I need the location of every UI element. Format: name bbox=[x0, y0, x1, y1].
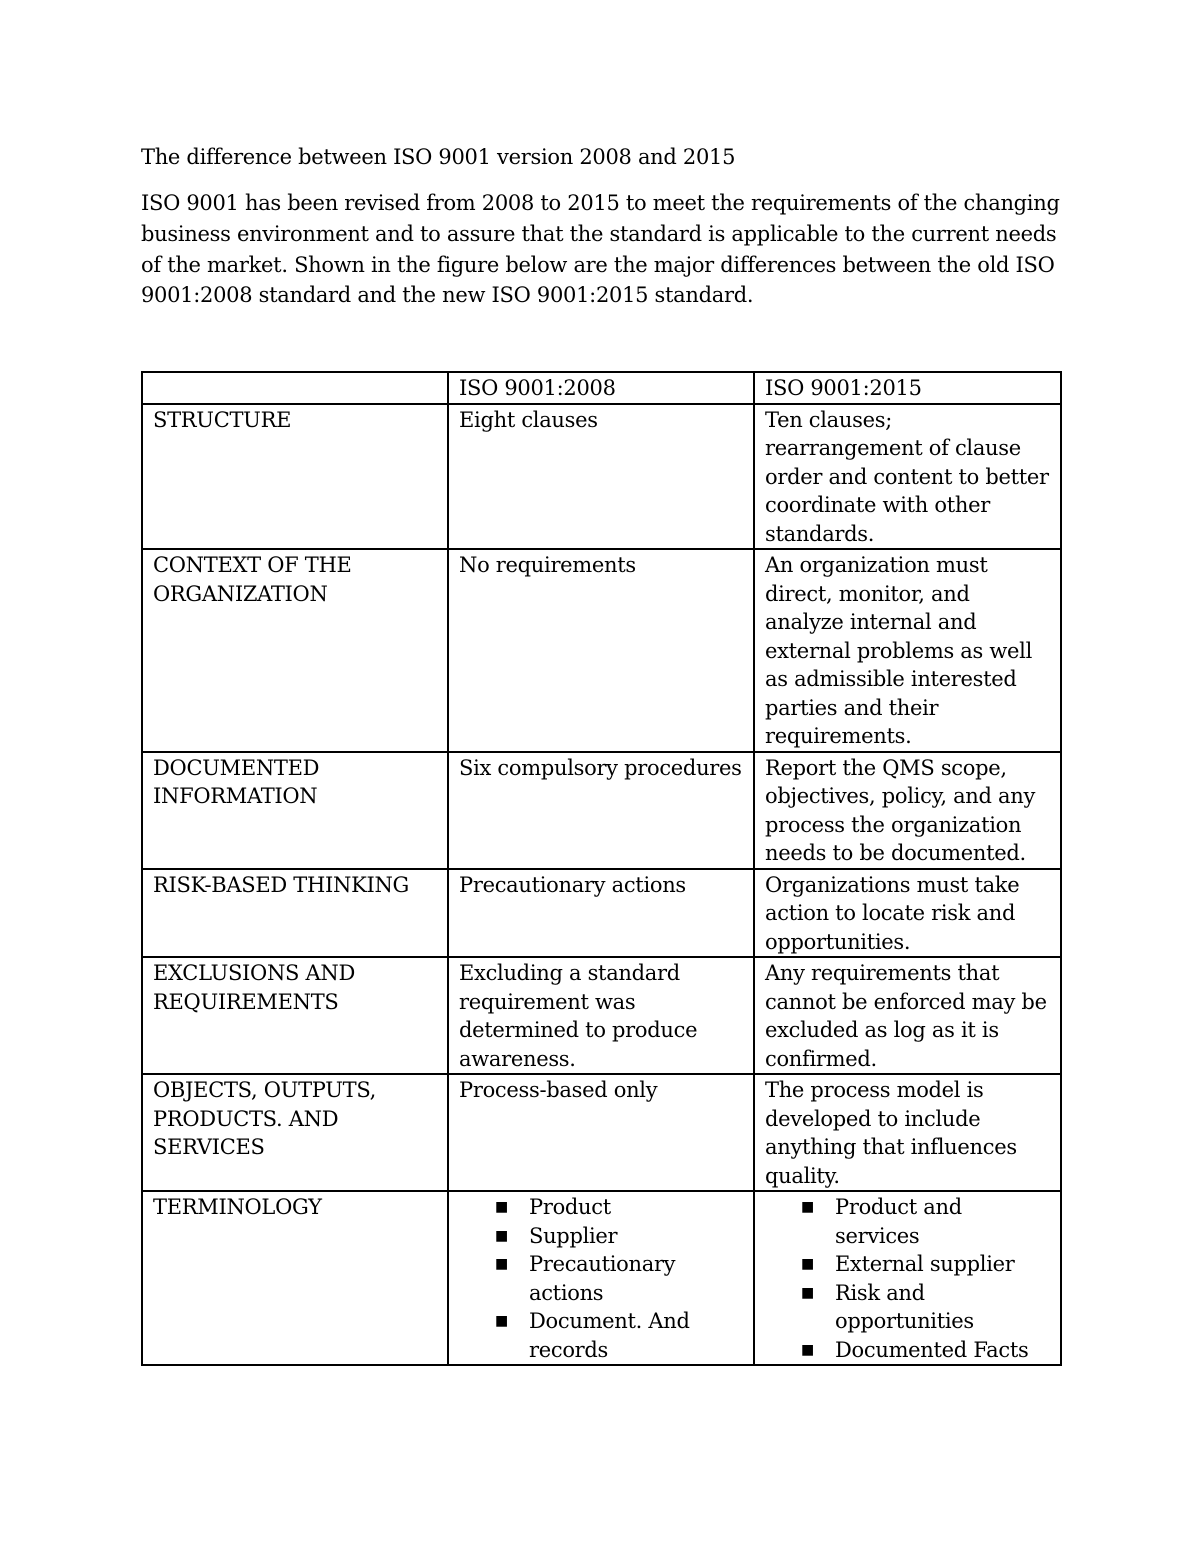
aspect-cell: STRUCTURE bbox=[142, 404, 448, 550]
aspect-cell: OBJECTS, OUTPUTS, PRODUCTS. AND SERVICES bbox=[142, 1074, 448, 1191]
aspect-cell: TERMINOLOGY bbox=[142, 1191, 448, 1365]
cell-2015: Organizations must take action to locate risk and opportunities. bbox=[754, 869, 1061, 958]
table-header-row bbox=[142, 372, 1061, 404]
cell-2008: Process-based only bbox=[448, 1074, 754, 1191]
square-bullet-icon: ■ bbox=[801, 1341, 814, 1358]
square-bullet-icon: ■ bbox=[495, 1199, 508, 1215]
cell-2015-terminology bbox=[754, 1191, 1061, 1365]
list-item: ■ Precautionary actions bbox=[495, 1252, 676, 1305]
header-cell-2008: ISO 9001:2008 bbox=[448, 372, 754, 404]
square-bullet-icon: ■ bbox=[495, 1227, 508, 1244]
cell-2008: Six compulsory procedures bbox=[448, 752, 754, 869]
square-bullet-icon: ■ bbox=[801, 1256, 814, 1272]
square-bullet-icon: ■ bbox=[495, 1256, 508, 1272]
aspect-cell: RISK-BASED THINKING bbox=[142, 869, 448, 958]
square-bullet-icon: ■ bbox=[495, 1313, 508, 1329]
aspect-cell: CONTEXT OF THE ORGANIZATION bbox=[142, 549, 448, 752]
aspect-cell: EXCLUSIONS AND REQUIREMENTS bbox=[142, 957, 448, 1074]
intro-paragraph: ISO 9001 has been revised from 2008 to 2015 to meet the requirements of the changing business environment and to assure that the standard is applicable to the current needs of the market. Shown in the figure below are the major differences between the old ISO 9001:2008 standard and the new ISO 9001:2015 standard. bbox=[141, 191, 1060, 308]
cell-2015: The process model is developed to include anything that influences quality. bbox=[754, 1074, 1061, 1191]
comparison-table bbox=[141, 371, 1062, 1366]
table-row bbox=[142, 549, 1061, 752]
terminology-list-2015 bbox=[765, 1193, 1052, 1364]
table-row-terminology bbox=[142, 1191, 1061, 1365]
header-cell-2015: ISO 9001:2015 bbox=[754, 372, 1061, 404]
header-cell-aspect bbox=[142, 372, 448, 404]
list-item: ■ Supplier bbox=[459, 1222, 745, 1251]
cell-2015: Ten clauses; rearrangement of clause order and content to better coordinate with other standards. bbox=[754, 404, 1061, 550]
cell-2008: Precautionary actions bbox=[448, 869, 754, 958]
table-row bbox=[142, 404, 1061, 550]
list-item: ■ Product and services bbox=[801, 1195, 962, 1248]
document-title: The difference between ISO 9001 version 2008 and 2015 bbox=[141, 145, 736, 169]
square-bullet-icon: ■ bbox=[801, 1199, 814, 1215]
terminology-list-2008 bbox=[459, 1193, 745, 1364]
list-item: ■ Risk and opportunities bbox=[801, 1280, 974, 1333]
square-bullet-icon: ■ bbox=[801, 1284, 814, 1301]
cell-2015: Any requirements that cannot be enforced may be excluded as log as it is confirmed. bbox=[754, 957, 1061, 1074]
cell-2008: Excluding a standard requirement was determined to produce awareness. bbox=[448, 957, 754, 1074]
cell-2015: An organization must direct, monitor, and analyze internal and external problems as well as admissible interested parties and their requirements. bbox=[754, 549, 1061, 752]
table-row bbox=[142, 957, 1061, 1074]
cell-2008: No requirements bbox=[448, 549, 754, 752]
list-item: ■ External supplier bbox=[765, 1250, 1052, 1279]
cell-2008-terminology bbox=[448, 1191, 754, 1365]
table-row bbox=[142, 1074, 1061, 1191]
cell-2015: Report the QMS scope, objectives, policy, and any process the organization needs to be documented. bbox=[754, 752, 1061, 869]
list-item: ■ Document. And records bbox=[495, 1309, 690, 1362]
list-item: ■ Product bbox=[459, 1193, 745, 1222]
table-row bbox=[142, 869, 1061, 958]
aspect-cell: DOCUMENTED INFORMATION bbox=[142, 752, 448, 869]
list-item: ■ Documented Facts bbox=[765, 1336, 1052, 1365]
cell-2008: Eight clauses bbox=[448, 404, 754, 550]
table-row bbox=[142, 752, 1061, 869]
